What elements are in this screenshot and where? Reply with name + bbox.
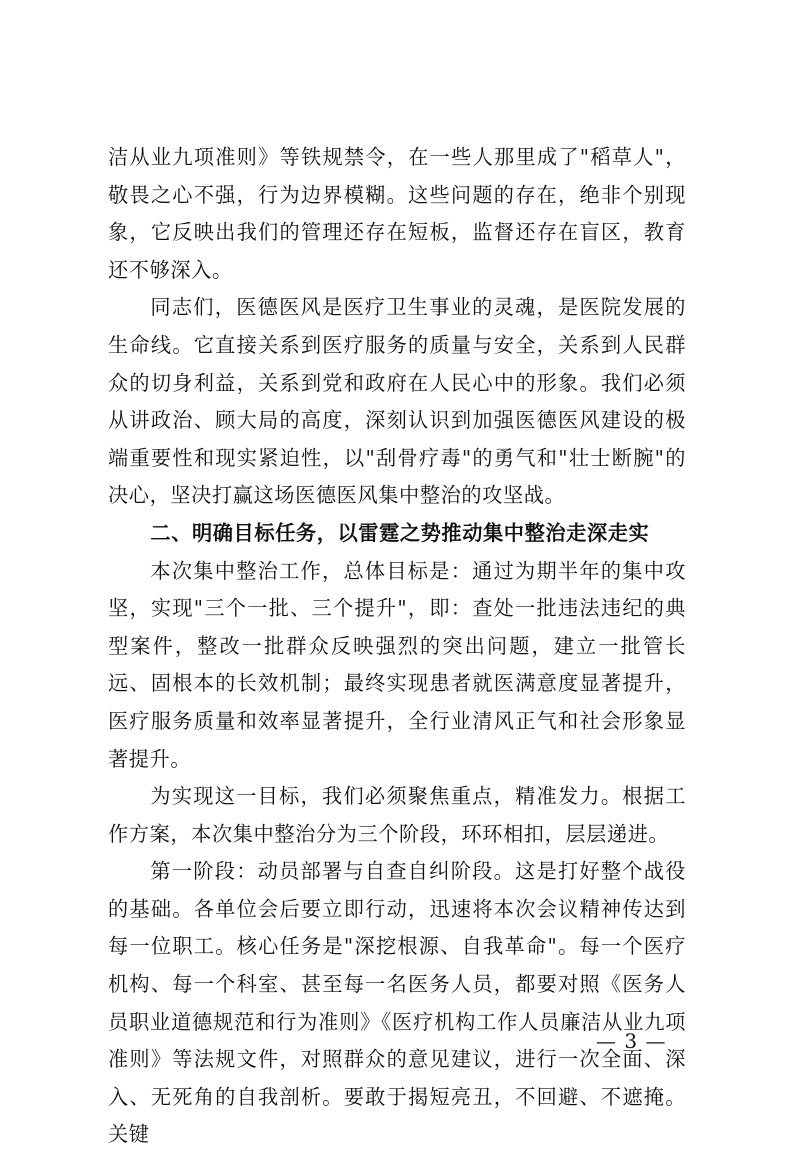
paragraph-1: 洁从业九项准则》等铁规禁令，在一些人那里成了"稻草人"，敬畏之心不强，行为边界模糊。这些问题的存在，绝非个别现象，它反映出我们的管理还存在短板，监督还存在盲区，教育还不够深入。 <box>108 145 686 282</box>
page-number: — 3 — <box>596 1029 667 1053</box>
paragraph-5: 第一阶段：动员部署与自查自纠阶段。这是打好整个战役的基础。各单位会后要立即行动，迅速将本次会议精神传达到每一位职工。核心任务是"深挖根源、自我革命"。每一个医疗机构、每一个科室、甚至每一名医务人员，都要对照《医务人员职业道德规范和行为准则》《医疗机构工作人员廉洁从业九项准则》等法规文件，对照群众的意见建议，进行一次全面、深入、无死角的自我剖析。要敢于揭短亮丑，不回避、不遮掩。关键 <box>108 859 686 1147</box>
paragraph-3: 本次集中整治工作，总体目标是：通过为期半年的集中攻坚，实现"三个一批、三个提升"，即：查处一批违法违纪的典型案件，整改一批群众反映强烈的突出问题，建立一批管长远、固根本的长效机制；最终实现患者就医满意度显著提升，医疗服务质量和效率显著提升，全行业清风正气和社会形象显著提升。 <box>108 558 686 771</box>
document-body <box>108 139 686 1154</box>
paragraph-2: 同志们，医德医风是医疗卫生事业的灵魂，是医院发展的生命线。它直接关系到医疗服务的质量与安全，关系到人民群众的切身利益，关系到党和政府在人民心中的形象。我们必须从讲政治、顾大局的高度，深刻认识到加强医德医风建设的极端重要性和现实紧迫性，以"刮骨疗毒"的勇气和"壮士断腕"的决心，坚决打赢这场医德医风集中整治的攻坚战。 <box>108 295 686 508</box>
paragraph-4: 为实现这一目标，我们必须聚焦重点，精准发力。根据工作方案，本次集中整治分为三个阶段，环环相扣，层层递进。 <box>108 784 686 846</box>
section-heading-2: 二、明确目标任务，以雷霆之势推动集中整治走深走实 <box>150 520 650 545</box>
